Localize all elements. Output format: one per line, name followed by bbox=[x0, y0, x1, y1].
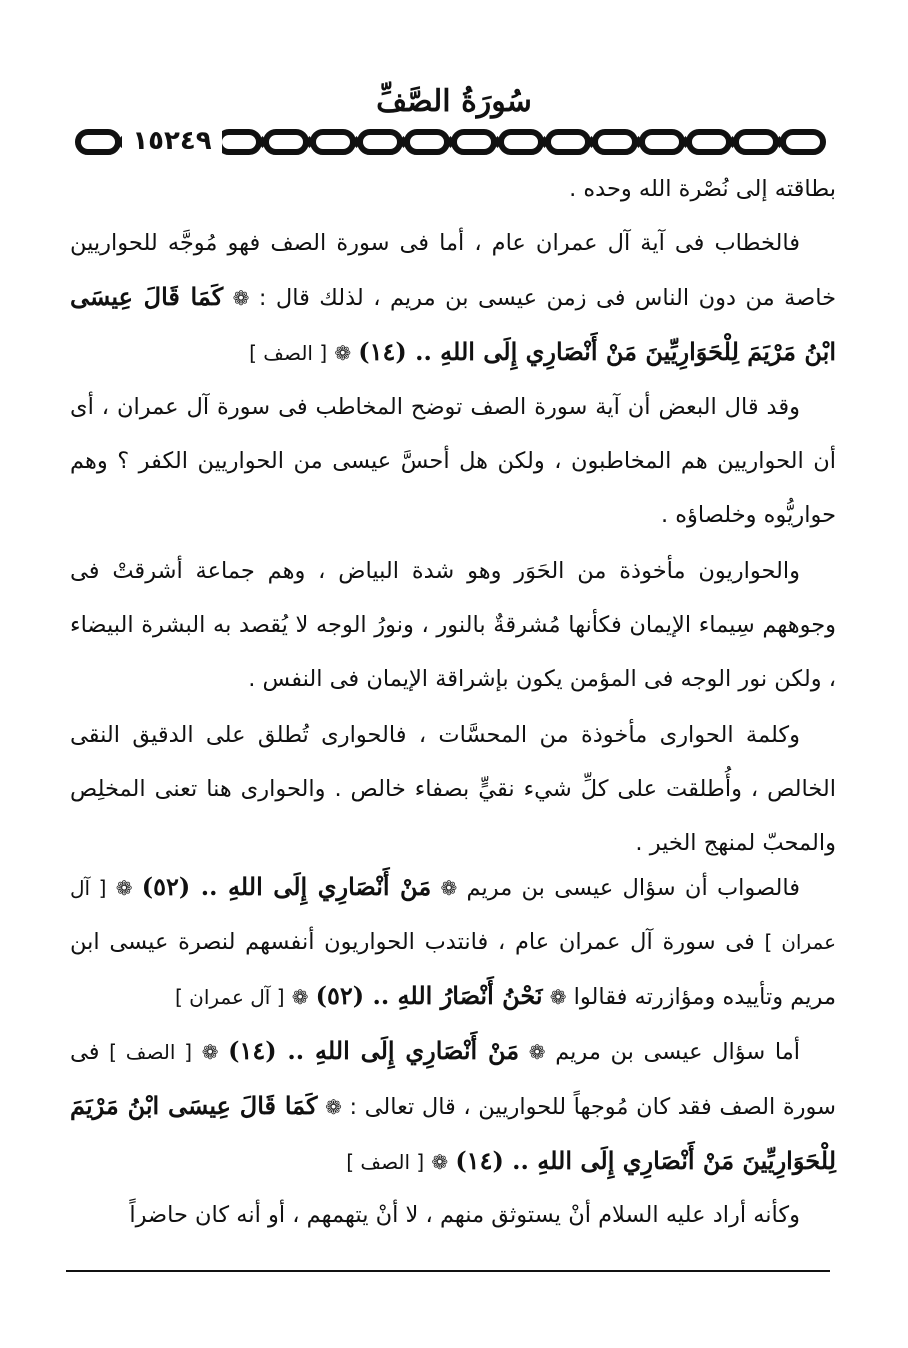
surah-title: سُورَةُ الصَّفِّ bbox=[376, 84, 532, 119]
page-number: ١٥٢٤٩ bbox=[122, 124, 222, 158]
paragraph bbox=[70, 216, 836, 380]
verse-reference: [ آل عمران ] bbox=[174, 985, 285, 1009]
text-block-1 bbox=[70, 162, 836, 216]
verse-reference: [ الصف ] bbox=[346, 1150, 425, 1174]
verse-reference: [ الصف ] bbox=[249, 341, 328, 365]
text-block-4 bbox=[70, 544, 836, 706]
paragraph: وكلمة الحوارى مأخوذة من المحسَّات ، فالحوارى تُطلق على الدقيق النقى الخالص ، وأُطلقت على كلِّ شيء نقيٍّ بصفاء خالص . والحوارى هنا تعنى المخلِص والمحبّ لمنهج الخير . bbox=[70, 722, 836, 856]
quran-verse: نَحْنُ أَنْصَارُ اللهِ .. (٥٢) bbox=[315, 981, 543, 1010]
text-block-6 bbox=[70, 860, 836, 1024]
bottom-rule bbox=[66, 1270, 830, 1272]
chain-link bbox=[501, 132, 541, 152]
paragraph bbox=[70, 860, 836, 1024]
chain-link bbox=[360, 132, 400, 152]
paragraph-text: فى سورة آل عمران عام ، فانتدب الحواريون أنفسهم لنصرة عيسى ابن مريم وتأييده ومؤازرته فقالوا bbox=[70, 929, 836, 1010]
chain-link bbox=[783, 132, 823, 152]
verse-ornament-open: ❁ bbox=[528, 1040, 546, 1064]
verse-ornament-close: ❁ bbox=[334, 341, 352, 365]
verse-ornament-open: ❁ bbox=[440, 876, 458, 900]
paragraph: والحواريون مأخوذة من الحَوَر وهو شدة البياض ، وهم جماعة أشرقتْ فى وجوههم سِيماء الإيمان فكأنها مُشرقةٌ بالنور ، ونورُ الوجه لا يُقصد به البشرة البيضاء ، ولكن نور الوجه فى المؤمن يكون بإشراقة الإيمان فى النفس . bbox=[70, 558, 836, 692]
chain-link bbox=[595, 132, 635, 152]
quran-verse: كَمَا قَالَ عِيسَى ابْنُ مَرْيَمَ لِلْحَوَارِيِّينَ مَنْ أَنْصَارِي إِلَى اللهِ .. (١٤) bbox=[70, 1091, 836, 1175]
verse-ornament-open: ❁ bbox=[549, 985, 567, 1009]
paragraph-text: فالصواب أن سؤال عيسى بن مريم bbox=[466, 875, 801, 901]
text-block-2 bbox=[70, 216, 836, 380]
text-block-5 bbox=[70, 708, 836, 870]
verse-ornament-close: ❁ bbox=[201, 1040, 219, 1064]
chain-link bbox=[313, 132, 353, 152]
verse-ornament-open: ❁ bbox=[325, 1095, 342, 1119]
chain-link bbox=[266, 132, 306, 152]
paragraph-text: أما سؤال عيسى بن مريم bbox=[555, 1039, 801, 1065]
quran-verse: مَنْ أَنْصَارِي إِلَى اللهِ .. (٥٢) bbox=[141, 872, 432, 901]
chain-link bbox=[407, 132, 447, 152]
chain-link bbox=[548, 132, 588, 152]
verse-reference: [ الصف ] bbox=[109, 1040, 193, 1064]
chain-link bbox=[736, 132, 776, 152]
chain-link bbox=[219, 132, 259, 152]
paragraph-text: فى سورة الصف فقد كان مُوجهاً للحواريين ، قال تعالى : bbox=[70, 1039, 837, 1120]
verse-ornament-close: ❁ bbox=[431, 1150, 449, 1174]
text-block-3 bbox=[70, 380, 836, 542]
chain-link bbox=[689, 132, 729, 152]
paragraph-text: فالخطاب فى آية آل عمران عام ، أما فى سورة الصف فهو مُوجَّه للحواريين خاصة من دون الناس فى زمن عيسى بن مريم ، لذلك قال : bbox=[70, 230, 837, 311]
paragraph bbox=[70, 1024, 836, 1189]
verse-ornament-open: ❁ bbox=[232, 286, 250, 310]
quran-verse: كَمَا قَالَ عِيسَى ابْنُ مَرْيَمَ لِلْحَوَارِيِّينَ مَنْ أَنْصَارِي إِلَى اللهِ .. (١٤) bbox=[70, 282, 836, 366]
text-block-8 bbox=[70, 1188, 836, 1242]
paragraph: بطاقته إلى نُصْرة الله وحده . bbox=[569, 176, 836, 202]
chain-link bbox=[454, 132, 494, 152]
quran-verse: مَنْ أَنْصَارِي إِلَى اللهِ .. (١٤) bbox=[228, 1036, 520, 1065]
paragraph: وقد قال البعض أن آية سورة الصف توضح المخاطب فى سورة آل عمران ، أى أن الحواريين هم المخاطبون ، ولكن هل أحسَّ عيسى من الحواريين الكفر ؟ وهم حواريُّوه وخلصاؤه . bbox=[70, 394, 836, 528]
verse-reference: [ آل عمران ] bbox=[70, 876, 836, 954]
chain-link bbox=[642, 132, 682, 152]
verse-ornament-close: ❁ bbox=[115, 876, 133, 900]
chain-link bbox=[78, 132, 118, 152]
text-block-7 bbox=[70, 1024, 836, 1189]
verse-ornament-close: ❁ bbox=[291, 985, 309, 1009]
paragraph: وكأنه أراد عليه السلام أنْ يستوثق منهم ، لا أنْ يتهمهم ، أو أنه كان حاضراً bbox=[129, 1202, 800, 1228]
